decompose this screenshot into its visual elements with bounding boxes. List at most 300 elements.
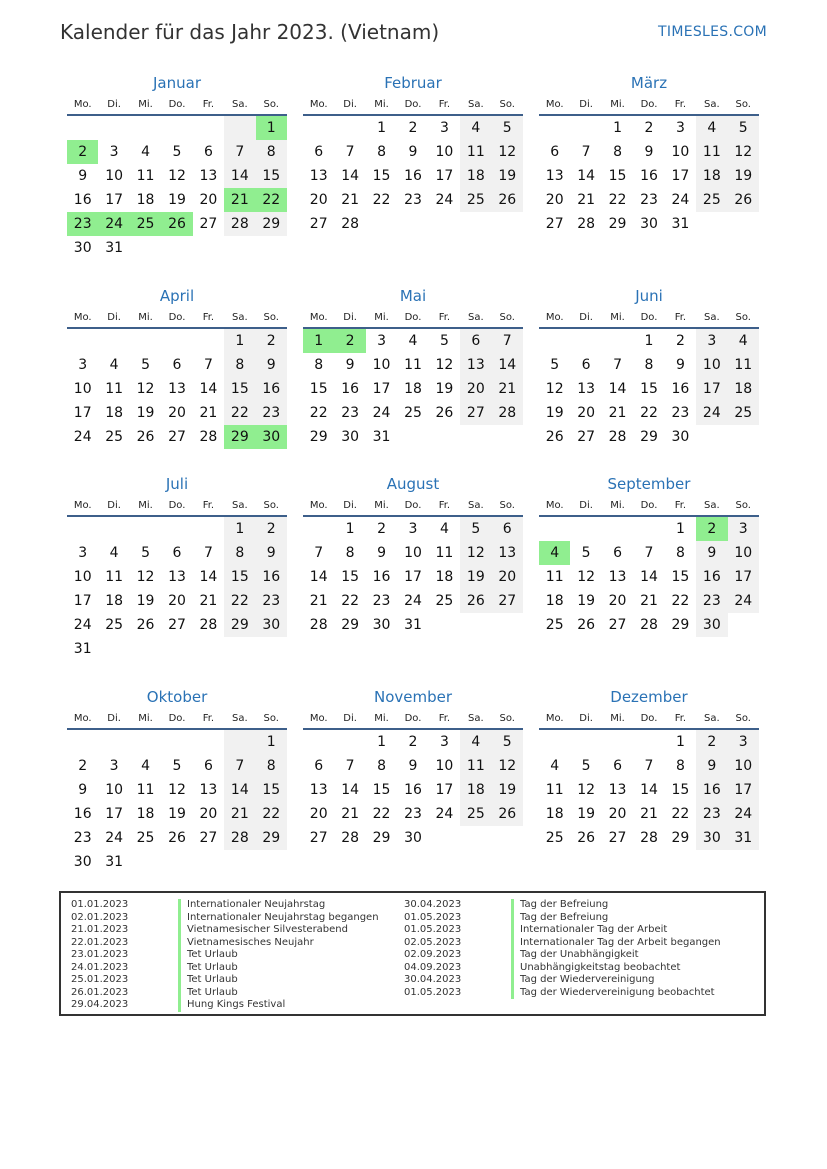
day-cell: 3 xyxy=(109,758,119,774)
day-cell: 28 xyxy=(577,216,596,232)
weekday-header xyxy=(67,710,287,730)
day-cell: 27 xyxy=(199,830,218,846)
holiday-date: 02.01.2023 xyxy=(71,911,129,923)
day-cell: 25 xyxy=(460,188,491,212)
day-cell: 13 xyxy=(577,381,596,397)
day-grid xyxy=(67,116,287,260)
weekday-label: Mo. xyxy=(73,500,92,511)
day-cell: 27 xyxy=(309,216,328,232)
day-cell: 27 xyxy=(168,429,186,445)
holiday-date: 24.01.2023 xyxy=(71,961,129,973)
day-cell: 13 xyxy=(199,782,218,798)
holiday-date: 21.01.2023 xyxy=(71,924,129,935)
day-cell: 19 xyxy=(136,593,155,609)
day-cell: 7 xyxy=(492,329,523,353)
holiday-name: Tag der Befreiung xyxy=(511,899,608,912)
holiday-name: Tet Urlaub xyxy=(178,987,238,1000)
day-cell: 2 xyxy=(408,120,418,136)
empty-cell xyxy=(98,730,129,754)
day-cell: 8 xyxy=(345,545,355,561)
day-cell: 22 xyxy=(256,802,287,826)
month-name: März xyxy=(630,74,668,92)
empty-cell xyxy=(570,116,601,140)
day-cell: 22 xyxy=(640,405,658,421)
empty-cell xyxy=(303,517,334,541)
empty-cell xyxy=(161,517,192,541)
day-cell: 9 xyxy=(377,545,387,561)
month-november xyxy=(303,684,523,850)
empty-cell xyxy=(193,730,224,754)
day-cell: 15 xyxy=(372,782,391,798)
day-cell: 18 xyxy=(105,593,124,609)
weekday-label: Do. xyxy=(640,312,658,323)
day-cell: 14 xyxy=(199,569,218,585)
day-cell: 3 xyxy=(675,120,685,136)
empty-cell xyxy=(570,329,601,353)
day-cell: 19 xyxy=(168,806,186,822)
day-cell: 12 xyxy=(492,754,523,778)
weekday-label: So. xyxy=(735,312,751,323)
weekday-label: Do. xyxy=(640,99,658,110)
day-cell: 25 xyxy=(460,802,491,826)
day-cell: 11 xyxy=(136,168,155,184)
day-cell: 19 xyxy=(545,405,564,421)
day-cell: 30 xyxy=(671,429,690,445)
day-cell: 29 xyxy=(671,830,690,846)
weekday-header xyxy=(539,309,759,329)
day-cell: 30 xyxy=(73,240,92,256)
day-cell: 31 xyxy=(372,429,391,445)
day-cell: 20 xyxy=(309,806,328,822)
day-cell: 13 xyxy=(168,381,186,397)
day-cell: 13 xyxy=(492,541,523,565)
day-cell: 16 xyxy=(640,168,658,184)
day-cell: 10 xyxy=(435,144,454,160)
day-grid xyxy=(303,329,523,449)
day-cell: 4 xyxy=(109,545,119,561)
holiday-name: Internationaler Neujahrstag xyxy=(178,899,325,912)
weekday-label: So. xyxy=(499,312,515,323)
holiday-date: 23.01.2023 xyxy=(71,949,129,960)
day-cell: 10 xyxy=(105,168,124,184)
day-cell: 12 xyxy=(492,140,523,164)
day-cell: 28 xyxy=(640,830,658,846)
day-cell: 31 xyxy=(105,240,124,256)
holiday-day-cell: 22 xyxy=(256,188,287,212)
day-cell: 19 xyxy=(577,593,596,609)
day-cell: 28 xyxy=(640,617,658,633)
day-cell: 30 xyxy=(404,830,422,846)
day-cell: 1 xyxy=(224,329,255,353)
weekday-label: Sa. xyxy=(231,713,248,724)
day-cell: 20 xyxy=(199,192,218,208)
weekday-label: Fr. xyxy=(438,99,451,110)
day-cell: 8 xyxy=(675,758,685,774)
day-cell: 27 xyxy=(199,216,218,232)
day-cell: 28 xyxy=(224,826,255,850)
day-cell: 12 xyxy=(545,381,564,397)
day-cell: 9 xyxy=(256,541,287,565)
day-grid xyxy=(303,116,523,236)
weekday-header xyxy=(303,710,523,730)
weekday-header xyxy=(539,96,759,116)
weekday-label: Mo. xyxy=(309,312,328,323)
weekday-label: Di. xyxy=(107,312,121,323)
day-cell: 2 xyxy=(644,120,654,136)
weekday-label: Mi. xyxy=(610,713,625,724)
day-cell: 11 xyxy=(404,357,422,373)
day-cell: 7 xyxy=(203,357,213,373)
weekday-label: Di. xyxy=(579,500,593,511)
weekday-label: Di. xyxy=(343,713,357,724)
day-cell: 23 xyxy=(640,192,658,208)
day-cell: 14 xyxy=(224,778,255,802)
day-cell: 8 xyxy=(256,754,287,778)
day-cell: 11 xyxy=(545,569,564,585)
day-cell: 27 xyxy=(460,401,491,425)
day-cell: 26 xyxy=(492,802,523,826)
day-cell: 15 xyxy=(640,381,658,397)
empty-cell xyxy=(98,116,129,140)
weekday-label: Mi. xyxy=(610,99,625,110)
day-cell: 27 xyxy=(545,216,564,232)
day-cell: 24 xyxy=(105,830,124,846)
day-cell: 28 xyxy=(224,212,255,236)
weekday-label: Sa. xyxy=(231,312,248,323)
weekday-label: Mi. xyxy=(138,312,153,323)
holiday-date: 22.01.2023 xyxy=(71,936,129,948)
day-cell: 14 xyxy=(199,381,218,397)
day-cell: 18 xyxy=(136,806,155,822)
month-name: Oktober xyxy=(146,688,208,706)
month-februar xyxy=(303,70,523,236)
day-cell: 9 xyxy=(345,357,355,373)
day-cell: 17 xyxy=(728,565,759,589)
day-cell: 20 xyxy=(545,192,564,208)
day-cell: 30 xyxy=(256,613,287,637)
holiday-day-cell: 1 xyxy=(256,116,287,140)
day-cell: 18 xyxy=(545,806,564,822)
day-cell: 21 xyxy=(640,593,658,609)
empty-cell xyxy=(67,116,98,140)
day-cell: 24 xyxy=(435,192,454,208)
day-cell: 25 xyxy=(545,830,564,846)
day-cell: 23 xyxy=(341,405,360,421)
day-cell: 30 xyxy=(341,429,360,445)
day-cell: 5 xyxy=(550,357,560,373)
weekday-label: Di. xyxy=(107,500,121,511)
day-cell: 17 xyxy=(105,806,124,822)
weekday-header xyxy=(303,96,523,116)
day-cell: 4 xyxy=(460,116,491,140)
day-cell: 14 xyxy=(309,569,328,585)
day-cell: 17 xyxy=(372,381,391,397)
day-cell: 7 xyxy=(345,758,355,774)
day-cell: 8 xyxy=(613,144,623,160)
month-juli xyxy=(67,471,287,661)
day-cell: 15 xyxy=(341,569,360,585)
holiday-name: Tet Urlaub xyxy=(178,974,238,987)
day-cell: 3 xyxy=(78,545,88,561)
holiday-name: Tet Urlaub xyxy=(178,962,238,975)
day-cell: 16 xyxy=(671,381,690,397)
weekday-label: Fr. xyxy=(202,99,215,110)
holiday-date: 26.01.2023 xyxy=(71,986,129,998)
day-cell: 21 xyxy=(608,405,627,421)
day-cell: 11 xyxy=(545,782,564,798)
day-cell: 12 xyxy=(168,782,186,798)
day-cell: 19 xyxy=(492,164,523,188)
day-cell: 2 xyxy=(696,730,727,754)
empty-cell xyxy=(539,116,570,140)
holiday-name: Tag der Unabhängigkeit xyxy=(511,949,639,962)
day-cell: 14 xyxy=(341,168,360,184)
weekday-label: Mo. xyxy=(545,99,564,110)
weekday-label: Mo. xyxy=(545,713,564,724)
day-cell: 17 xyxy=(435,782,454,798)
weekday-label: So. xyxy=(499,500,515,511)
day-cell: 17 xyxy=(404,569,422,585)
day-cell: 11 xyxy=(460,140,491,164)
weekday-label: Di. xyxy=(579,312,593,323)
day-cell: 11 xyxy=(460,754,491,778)
day-cell: 19 xyxy=(435,381,454,397)
day-cell: 9 xyxy=(408,758,418,774)
holiday-name: Tet Urlaub xyxy=(178,949,238,962)
day-cell: 28 xyxy=(309,617,328,633)
day-cell: 1 xyxy=(644,333,654,349)
day-cell: 5 xyxy=(439,333,449,349)
weekday-label: Sa. xyxy=(467,312,484,323)
month-dezember xyxy=(539,684,759,850)
day-cell: 16 xyxy=(404,168,422,184)
day-cell: 15 xyxy=(256,778,287,802)
day-cell: 1 xyxy=(224,517,255,541)
day-cell: 22 xyxy=(671,593,690,609)
empty-cell xyxy=(303,730,334,754)
day-cell: 29 xyxy=(341,617,360,633)
day-cell: 22 xyxy=(309,405,328,421)
day-cell: 5 xyxy=(141,545,151,561)
empty-cell xyxy=(161,730,192,754)
day-cell: 25 xyxy=(435,593,454,609)
day-cell: 21 xyxy=(640,806,658,822)
weekday-label: Mi. xyxy=(138,713,153,724)
weekday-header xyxy=(67,309,287,329)
day-cell: 15 xyxy=(671,782,690,798)
weekday-label: Fr. xyxy=(674,713,687,724)
day-cell: 22 xyxy=(372,192,391,208)
day-cell: 26 xyxy=(577,617,596,633)
month-name: Juni xyxy=(635,287,663,305)
brand-logo[interactable]: TIMESLES.COM xyxy=(658,24,767,40)
day-cell: 30 xyxy=(372,617,391,633)
day-cell: 3 xyxy=(439,120,449,136)
day-cell: 13 xyxy=(309,782,328,798)
weekday-label: Di. xyxy=(579,99,593,110)
empty-cell xyxy=(334,730,365,754)
day-cell: 21 xyxy=(341,806,360,822)
day-cell: 25 xyxy=(404,405,422,421)
day-cell: 30 xyxy=(696,826,727,850)
day-cell: 18 xyxy=(404,381,422,397)
day-cell: 22 xyxy=(671,806,690,822)
weekday-label: Sa. xyxy=(703,713,720,724)
day-cell: 23 xyxy=(696,589,727,613)
weekday-label: So. xyxy=(263,500,279,511)
day-cell: 1 xyxy=(345,521,355,537)
empty-cell xyxy=(67,730,98,754)
day-cell: 22 xyxy=(608,192,627,208)
day-cell: 22 xyxy=(341,593,360,609)
day-cell: 24 xyxy=(404,593,422,609)
day-grid xyxy=(67,730,287,874)
day-cell: 20 xyxy=(460,377,491,401)
empty-cell xyxy=(130,730,161,754)
day-cell: 25 xyxy=(545,617,564,633)
day-cell: 13 xyxy=(199,168,218,184)
weekday-label: So. xyxy=(735,99,751,110)
holiday-day-cell: 24 xyxy=(98,212,129,236)
month-april xyxy=(67,283,287,449)
day-cell: 29 xyxy=(372,830,391,846)
day-cell: 25 xyxy=(696,188,727,212)
day-cell: 31 xyxy=(671,216,690,232)
holiday-name: Internationaler Tag der Arbeit xyxy=(511,924,667,937)
day-cell: 15 xyxy=(256,164,287,188)
weekday-header xyxy=(539,497,759,517)
day-cell: 9 xyxy=(78,168,88,184)
day-cell: 22 xyxy=(224,589,255,613)
day-cell: 16 xyxy=(73,192,92,208)
day-cell: 30 xyxy=(73,854,92,870)
day-cell: 19 xyxy=(728,164,759,188)
day-cell: 12 xyxy=(136,381,155,397)
day-cell: 28 xyxy=(199,429,218,445)
day-cell: 11 xyxy=(105,569,124,585)
weekday-label: So. xyxy=(735,713,751,724)
weekday-label: So. xyxy=(735,500,751,511)
day-cell: 4 xyxy=(460,730,491,754)
day-grid xyxy=(539,329,759,449)
day-cell: 5 xyxy=(172,758,182,774)
day-cell: 18 xyxy=(105,405,124,421)
weekday-label: Di. xyxy=(343,500,357,511)
weekday-label: Di. xyxy=(343,99,357,110)
day-cell: 4 xyxy=(141,144,151,160)
month-september xyxy=(539,471,759,637)
day-cell: 7 xyxy=(613,357,623,373)
day-cell: 19 xyxy=(168,192,186,208)
day-cell: 21 xyxy=(577,192,596,208)
holiday-date: 01.05.2023 xyxy=(404,924,462,935)
day-cell: 6 xyxy=(203,144,213,160)
day-cell: 21 xyxy=(199,405,218,421)
holiday-day-cell: 2 xyxy=(67,140,98,164)
day-cell: 26 xyxy=(136,617,155,633)
weekday-label: Do. xyxy=(168,500,186,511)
day-cell: 10 xyxy=(73,569,92,585)
day-cell: 28 xyxy=(199,617,218,633)
day-cell: 15 xyxy=(224,565,255,589)
day-cell: 4 xyxy=(439,521,449,537)
holiday-date: 02.09.2023 xyxy=(404,949,462,960)
holiday-date: 29.04.2023 xyxy=(71,999,129,1010)
day-cell: 14 xyxy=(577,168,596,184)
weekday-label: Sa. xyxy=(467,713,484,724)
day-cell: 12 xyxy=(168,168,186,184)
day-cell: 4 xyxy=(141,758,151,774)
weekday-label: Mo. xyxy=(73,99,92,110)
day-cell: 5 xyxy=(172,144,182,160)
weekday-label: Mi. xyxy=(374,500,389,511)
day-cell: 1 xyxy=(675,521,685,537)
holiday-name: Tag der Wiedervereinigung beobachtet xyxy=(511,987,715,1000)
day-cell: 15 xyxy=(608,168,627,184)
weekday-label: Fr. xyxy=(438,713,451,724)
day-cell: 26 xyxy=(492,188,523,212)
day-cell: 9 xyxy=(78,782,88,798)
day-cell: 24 xyxy=(728,589,759,613)
day-cell: 11 xyxy=(435,545,454,561)
weekday-label: Di. xyxy=(579,713,593,724)
day-cell: 16 xyxy=(341,381,360,397)
month-name: Januar xyxy=(153,74,201,92)
empty-cell xyxy=(570,730,601,754)
month-name: Februar xyxy=(384,74,442,92)
day-cell: 5 xyxy=(728,116,759,140)
holiday-date: 01.05.2023 xyxy=(404,911,462,923)
day-cell: 10 xyxy=(435,758,454,774)
holiday-name: Tag der Befreiung xyxy=(511,912,608,925)
day-cell: 3 xyxy=(728,730,759,754)
weekday-label: Mo. xyxy=(545,312,564,323)
holiday-date: 30.04.2023 xyxy=(404,974,462,985)
month-name: Dezember xyxy=(610,688,688,706)
day-cell: 22 xyxy=(372,806,391,822)
day-cell: 4 xyxy=(109,357,119,373)
day-cell: 14 xyxy=(608,381,627,397)
day-cell: 25 xyxy=(105,429,124,445)
weekday-label: Mo. xyxy=(73,312,92,323)
day-cell: 20 xyxy=(168,405,186,421)
day-cell: 28 xyxy=(492,401,523,425)
day-cell: 9 xyxy=(408,144,418,160)
day-cell: 8 xyxy=(675,545,685,561)
weekday-label: Mi. xyxy=(138,99,153,110)
weekday-label: Do. xyxy=(168,312,186,323)
day-cell: 31 xyxy=(105,854,124,870)
day-cell: 4 xyxy=(696,116,727,140)
holiday-name: Internationaler Neujahrstag begangen xyxy=(178,912,379,925)
day-cell: 3 xyxy=(439,734,449,750)
empty-cell xyxy=(130,329,161,353)
day-cell: 5 xyxy=(492,730,523,754)
empty-cell xyxy=(67,517,98,541)
weekday-label: Do. xyxy=(404,713,422,724)
empty-cell xyxy=(539,329,570,353)
day-cell: 7 xyxy=(581,144,591,160)
day-cell: 1 xyxy=(377,120,387,136)
empty-cell xyxy=(130,116,161,140)
day-cell: 2 xyxy=(675,333,685,349)
day-cell: 26 xyxy=(728,188,759,212)
day-cell: 2 xyxy=(78,758,88,774)
empty-cell xyxy=(539,730,570,754)
weekday-label: Mi. xyxy=(374,312,389,323)
day-cell: 6 xyxy=(581,357,591,373)
month-oktober xyxy=(67,684,287,874)
